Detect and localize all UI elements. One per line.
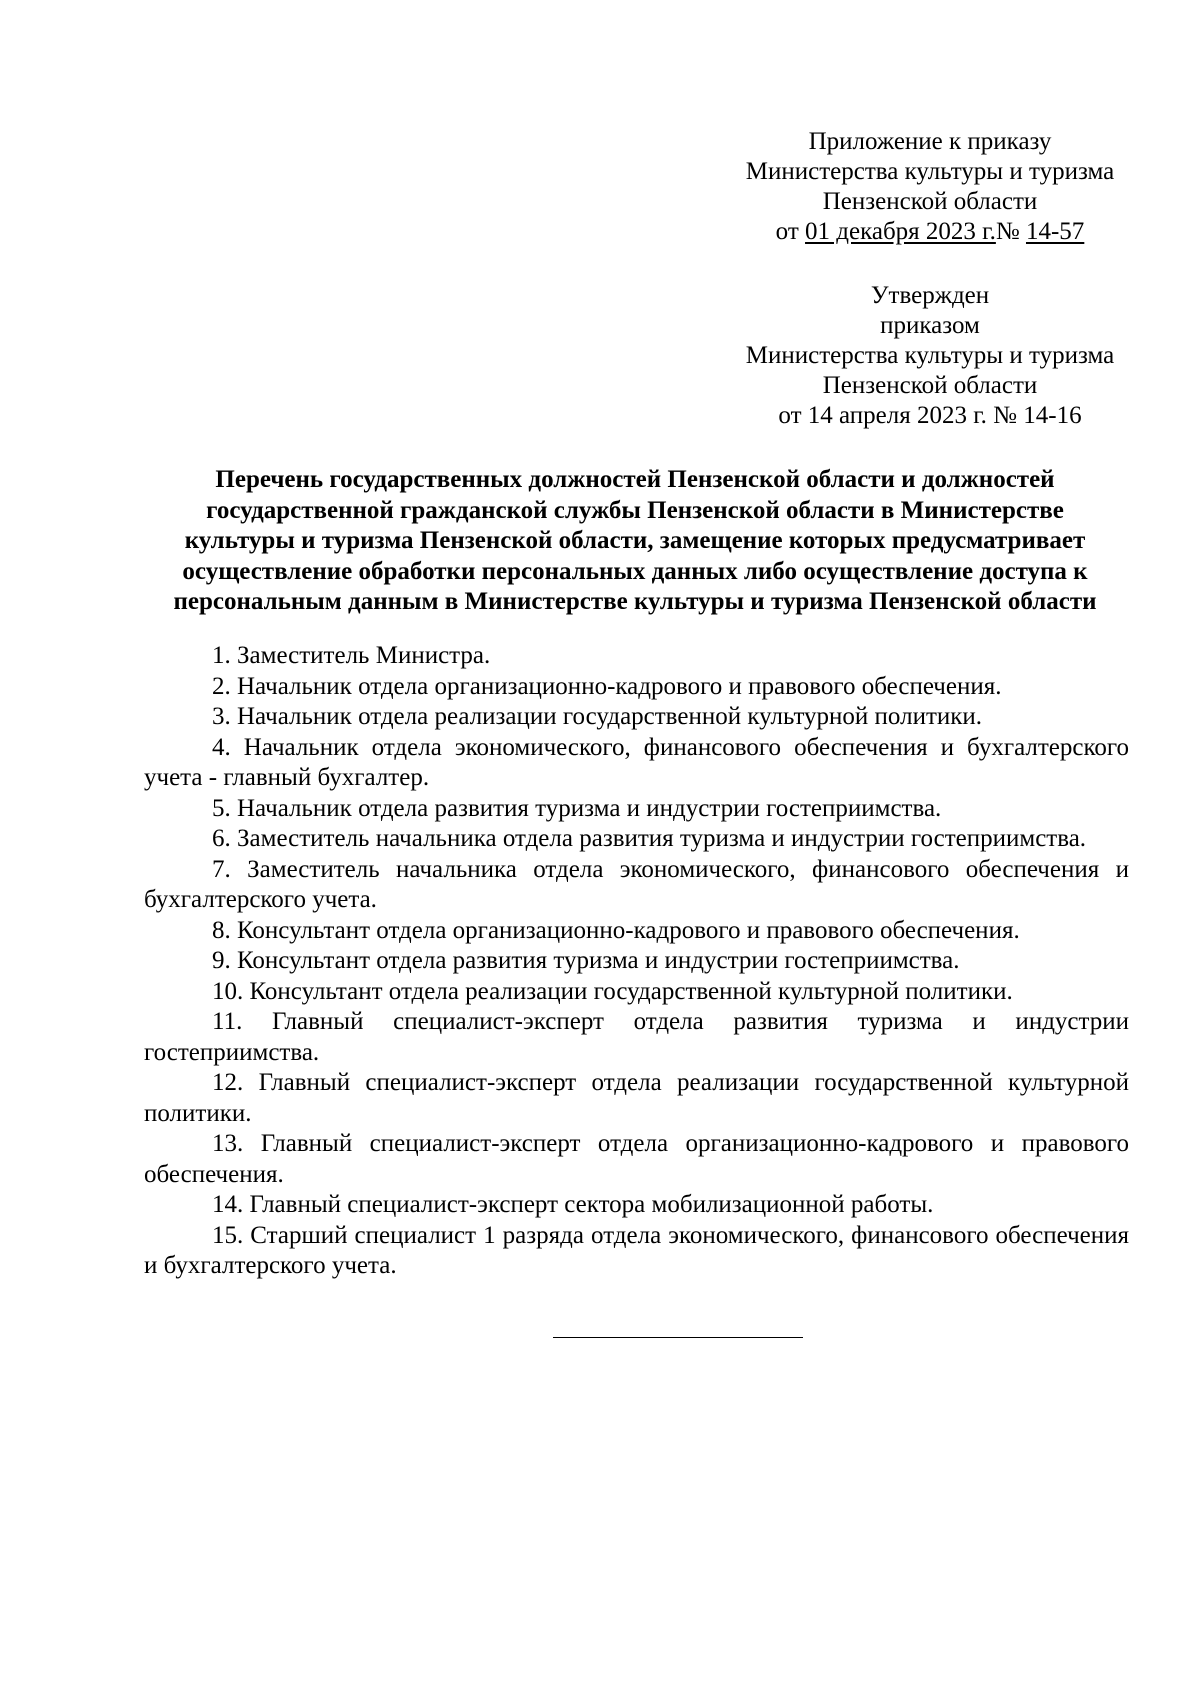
title-line-3: культуры и туризма Пензенской области, замещение которых предусматривает (184, 527, 1086, 554)
list-item: 6. Заместитель начальника отдела развития туризма и индустрии гостеприимства. (212, 825, 1087, 852)
list-item: 14. Главный специалист-эксперт сектора мобилизационной работы. (212, 1191, 934, 1218)
list-item: 3. Начальник отдела реализации государственной культурной политики. (212, 703, 983, 730)
approved-line-1: Утвержден (870, 282, 990, 309)
title-line-5: персональным данным в Министерстве культуры и туризма Пензенской области (173, 588, 1097, 615)
list-item: 8. Консультант отдела организационно-кадрового и правового обеспечения. (212, 916, 1020, 944)
list-item: 5. Начальник отдела развития туризма и индустрии гостеприимства. (212, 794, 942, 822)
list-item: 13. Главный специалист-эксперт отдела организационно-кадрового и правового обеспечения. (144, 1130, 1129, 1188)
annex-prefix: от (775, 218, 806, 245)
list-item: 9. Консультант отдела развития туризма и индустрии гостеприимства. (212, 947, 960, 974)
list-item: 4. Начальник отдела экономического, финансового обеспечения и бухгалтерского учета - главный бухгалтер. (144, 733, 1129, 791)
approved-header (720, 281, 1140, 431)
approved-line-5: от 14 апреля 2023 г. № 14-16 (778, 402, 1082, 429)
positions-list (144, 641, 1129, 1282)
list-item: 10. Консультант отдела реализации государственной культурной политики. (212, 977, 1013, 1005)
annex-header (720, 127, 1140, 247)
approved-line-4: Пензенской области (822, 372, 1038, 399)
list-item: 7. Заместитель начальника отдела экономического, финансового обеспечения и бухгалтерского учета. (144, 855, 1129, 913)
list-item: 1. Заместитель Министра. (212, 642, 491, 669)
title-line-1: Перечень государственных должностей Пензенской области и должностей (215, 466, 1055, 493)
closing-rule (553, 1337, 803, 1338)
annex-line-2: Министерства культуры и туризма (745, 158, 1115, 185)
list-item: 12. Главный специалист-эксперт отдела реализации государственной культурной политики. (144, 1069, 1129, 1127)
approved-line-3: Министерства культуры и туризма (745, 342, 1115, 369)
list-item: 15. Старший специалист 1 разряда отдела экономического, финансового обеспечения и бухгалтерского учета. (144, 1221, 1129, 1279)
document-title (140, 465, 1130, 618)
annex-line-4 (720, 217, 1140, 247)
list-item: 11. Главный специалист-эксперт отдела развития туризма и индустрии гостеприимства. (144, 1008, 1129, 1066)
annex-date: 01 декабря 2023 г. (805, 218, 996, 245)
annex-line-1: Приложение к приказу (808, 128, 1052, 155)
annex-number: 14-57 (1025, 218, 1085, 245)
annex-line-3: Пензенской области (822, 188, 1038, 215)
list-item: 2. Начальник отдела организационно-кадрового и правового обеспечения. (212, 672, 1002, 700)
approved-line-2: приказом (880, 312, 980, 339)
title-line-2: государственной гражданской службы Пензенской области в Министерстве (206, 496, 1064, 524)
title-line-4: осуществление обработки персональных данных либо осуществление доступа к (182, 557, 1088, 585)
annex-no-sign: № (995, 218, 1026, 245)
